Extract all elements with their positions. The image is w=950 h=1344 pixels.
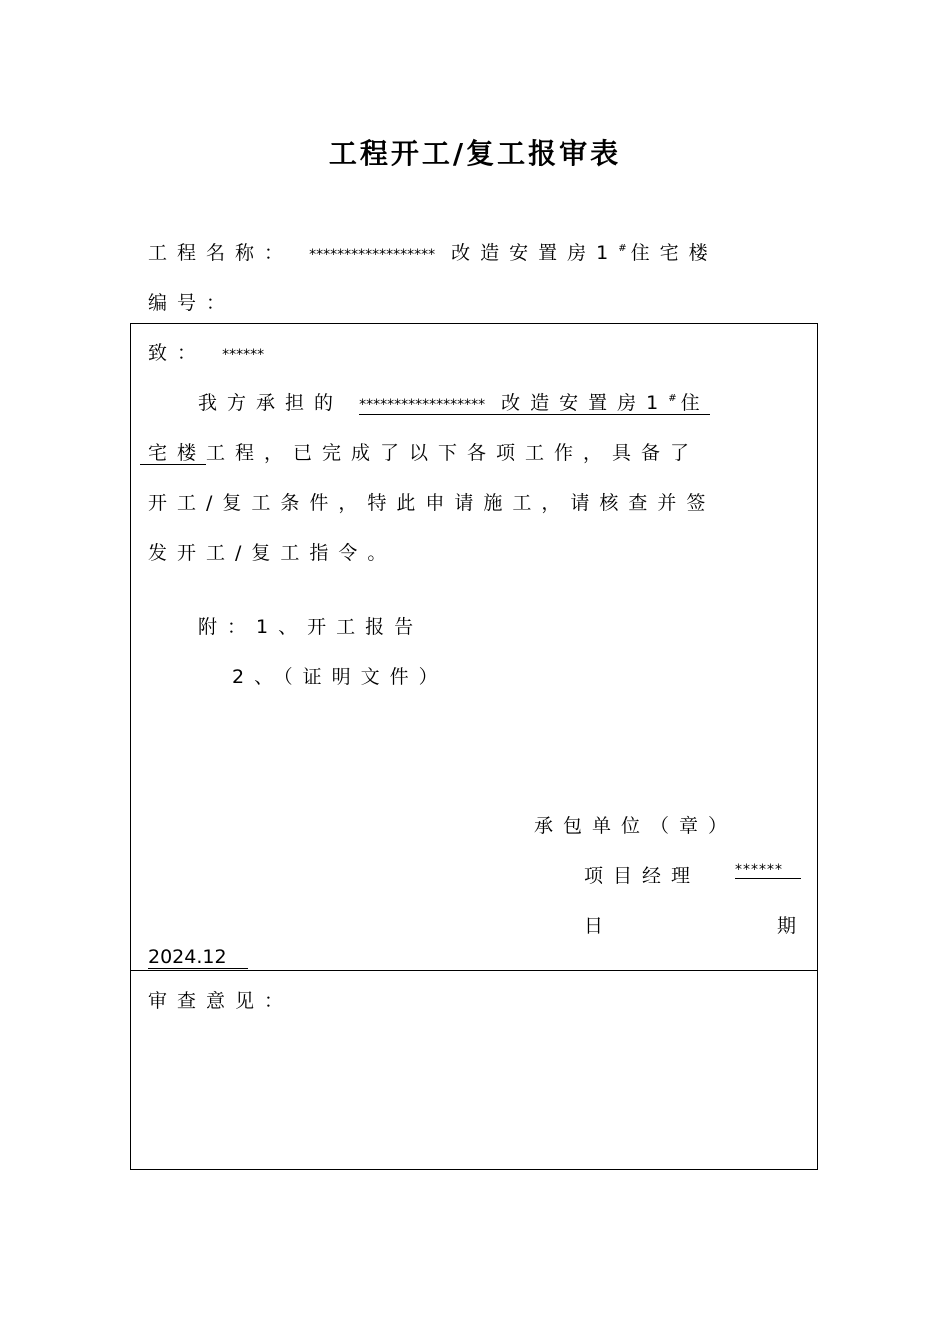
para-line-3: 开工/复工条件，特此申请施工，请核查并签 [148, 492, 716, 514]
contractor-label: 承包单位（章） [534, 815, 738, 837]
para-name-b: 住 [680, 392, 710, 414]
project-name-b: 住宅楼 [630, 242, 718, 264]
to-value: ****** [222, 347, 265, 363]
date-label-left: 日 [584, 915, 604, 937]
date-value: 2024.12 [148, 946, 248, 969]
para-project-underlined [359, 392, 710, 415]
para-line-2 [140, 438, 699, 465]
para-stars: ****************** [359, 397, 486, 413]
para-sup: # [668, 393, 681, 404]
para-name-a: 改造安置房1 [501, 392, 669, 414]
para-line2-rest: 工程，已完成了以下各项工作，具备了 [206, 442, 700, 464]
para-start: 我方承担的 [198, 392, 344, 414]
para-line-4: 发开工/复工指令。 [148, 542, 397, 564]
pm-label: 项目经理 [584, 865, 701, 887]
number-label: 编号： [148, 292, 236, 314]
pm-value: ****** [735, 862, 801, 879]
project-name-line [148, 238, 718, 265]
project-name-a: 改造安置房1 [451, 242, 619, 264]
attachment-1: 附：1、开工报告 [198, 616, 424, 638]
para-line-1 [198, 388, 710, 415]
attachment-2: 2、（证明文件） [232, 666, 448, 688]
form-divider [130, 970, 818, 971]
project-sup: # [618, 243, 631, 254]
project-stars: ****************** [309, 247, 436, 263]
para-name-c: 宅楼 [140, 442, 206, 465]
review-label: 审查意见： [148, 990, 294, 1012]
date-label-right: 期 [777, 915, 797, 937]
to-label: 致： [148, 342, 207, 364]
to-line [148, 338, 264, 365]
project-label: 工程名称： [148, 242, 294, 264]
page-title: 工程开工/复工报审表 [328, 137, 622, 170]
